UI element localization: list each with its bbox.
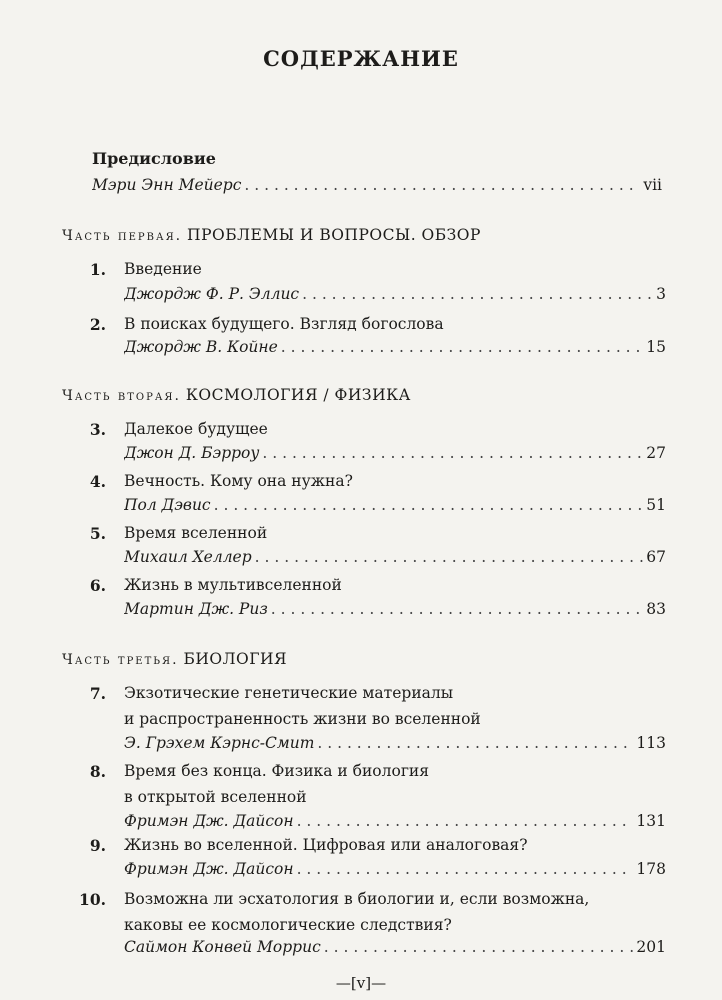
chapter-author: Джордж Ф. Р. Эллис <box>124 285 300 303</box>
chapter-title: Жизнь во вселенной. Цифровая или аналоговая? <box>124 836 528 854</box>
chapter-title-line: и распространенность жизни во вселенной <box>124 710 481 728</box>
dot-leader <box>317 734 633 752</box>
chapter-entry <box>124 338 666 356</box>
chapter-title: Введение <box>124 260 202 278</box>
chapter-entry <box>124 496 666 514</box>
chapter-author: Джон Д. Бэрроу <box>124 444 260 462</box>
chapter-entry <box>124 860 666 878</box>
chapter-title: Время вселенной <box>124 524 268 542</box>
chapter-number: 3. <box>89 420 106 439</box>
dot-leader <box>281 338 643 356</box>
chapter-page: 201 <box>636 938 666 956</box>
dot-leader <box>297 860 634 878</box>
chapter-title-line: Экзотические генетические материалы <box>124 684 454 702</box>
chapter-entry <box>124 285 666 303</box>
chapter-page: 131 <box>636 812 666 830</box>
dot-leader <box>271 600 643 618</box>
chapter-number: 4. <box>89 472 106 491</box>
chapter-author: Э. Грэхем Кэрнс-Смит <box>124 734 315 752</box>
chapter-title-line: Возможна ли эсхатология в биологии и, если возможна, <box>124 890 590 908</box>
chapter-page: 67 <box>646 548 666 566</box>
dot-leader <box>244 176 640 194</box>
page-title: СОДЕРЖАНИЕ <box>263 46 459 71</box>
chapter-author: Мартин Дж. Риз <box>124 600 268 618</box>
dot-leader <box>262 444 643 462</box>
chapter-author: Пол Дэвис <box>124 496 211 514</box>
chapter-page: 3 <box>656 285 666 303</box>
part-name: ПРОБЛЕМЫ И ВОПРОСЫ. ОБЗОР <box>187 226 481 244</box>
chapter-title-line: Время без конца. Физика и биология <box>124 762 430 780</box>
dot-leader <box>214 496 644 514</box>
chapter-title: Жизнь в мультивселенной <box>124 576 342 594</box>
dot-leader <box>255 548 644 566</box>
chapter-number: 1. <box>89 260 106 279</box>
chapter-title: В поисках будущего. Взгляд богослова <box>124 315 444 333</box>
preface-title: Предисловие <box>92 149 216 168</box>
chapter-author: Саймон Конвей Моррис <box>124 938 321 956</box>
part-name: БИОЛОГИЯ <box>183 650 288 668</box>
chapter-number: 2. <box>89 315 106 334</box>
chapter-entry <box>124 812 666 830</box>
part-heading <box>62 386 411 404</box>
chapter-title-line: каковы ее космологические следствия? <box>124 916 452 934</box>
chapter-number: 8. <box>89 762 106 781</box>
chapter-author: Михаил Хеллер <box>124 548 252 566</box>
preface-author: Мэри Энн Мейерс <box>92 176 242 194</box>
chapter-number: 9. <box>89 836 106 855</box>
chapter-author: Фримэн Дж. Дайсон <box>124 812 294 830</box>
page-folio: —[v]— <box>335 974 387 992</box>
chapter-entry <box>124 444 666 462</box>
dot-leader <box>324 938 634 956</box>
chapter-page: 178 <box>636 860 666 878</box>
preface-entry <box>92 176 662 194</box>
chapter-page: 27 <box>646 444 666 462</box>
chapter-number: 5. <box>89 524 106 543</box>
chapter-number: 7. <box>89 684 106 703</box>
chapter-entry <box>124 734 666 752</box>
part-label: Часть вторая. <box>62 388 181 404</box>
chapter-title: Вечность. Кому она нужна? <box>124 472 353 490</box>
chapter-author: Джордж В. Койне <box>124 338 278 356</box>
dot-leader <box>297 812 634 830</box>
part-label: Часть первая. <box>62 228 183 244</box>
chapter-entry <box>124 600 666 618</box>
chapter-entry <box>124 548 666 566</box>
chapter-page: 51 <box>646 496 666 514</box>
chapter-page: 83 <box>646 600 666 618</box>
part-label: Часть третья. <box>62 652 179 668</box>
dot-leader <box>302 285 653 303</box>
chapter-entry <box>124 938 666 956</box>
chapter-page: 113 <box>636 734 666 752</box>
part-name: КОСМОЛОГИЯ / ФИЗИКА <box>185 386 411 404</box>
part-heading <box>62 226 481 244</box>
chapter-number: 10. <box>79 890 106 909</box>
chapter-title: Далекое будущее <box>124 420 268 438</box>
chapter-author: Фримэн Дж. Дайсон <box>124 860 294 878</box>
preface-page: vii <box>643 176 662 194</box>
chapter-title-line: в открытой вселенной <box>124 788 307 806</box>
chapter-page: 15 <box>646 338 666 356</box>
part-heading <box>62 650 287 668</box>
chapter-number: 6. <box>89 576 106 595</box>
